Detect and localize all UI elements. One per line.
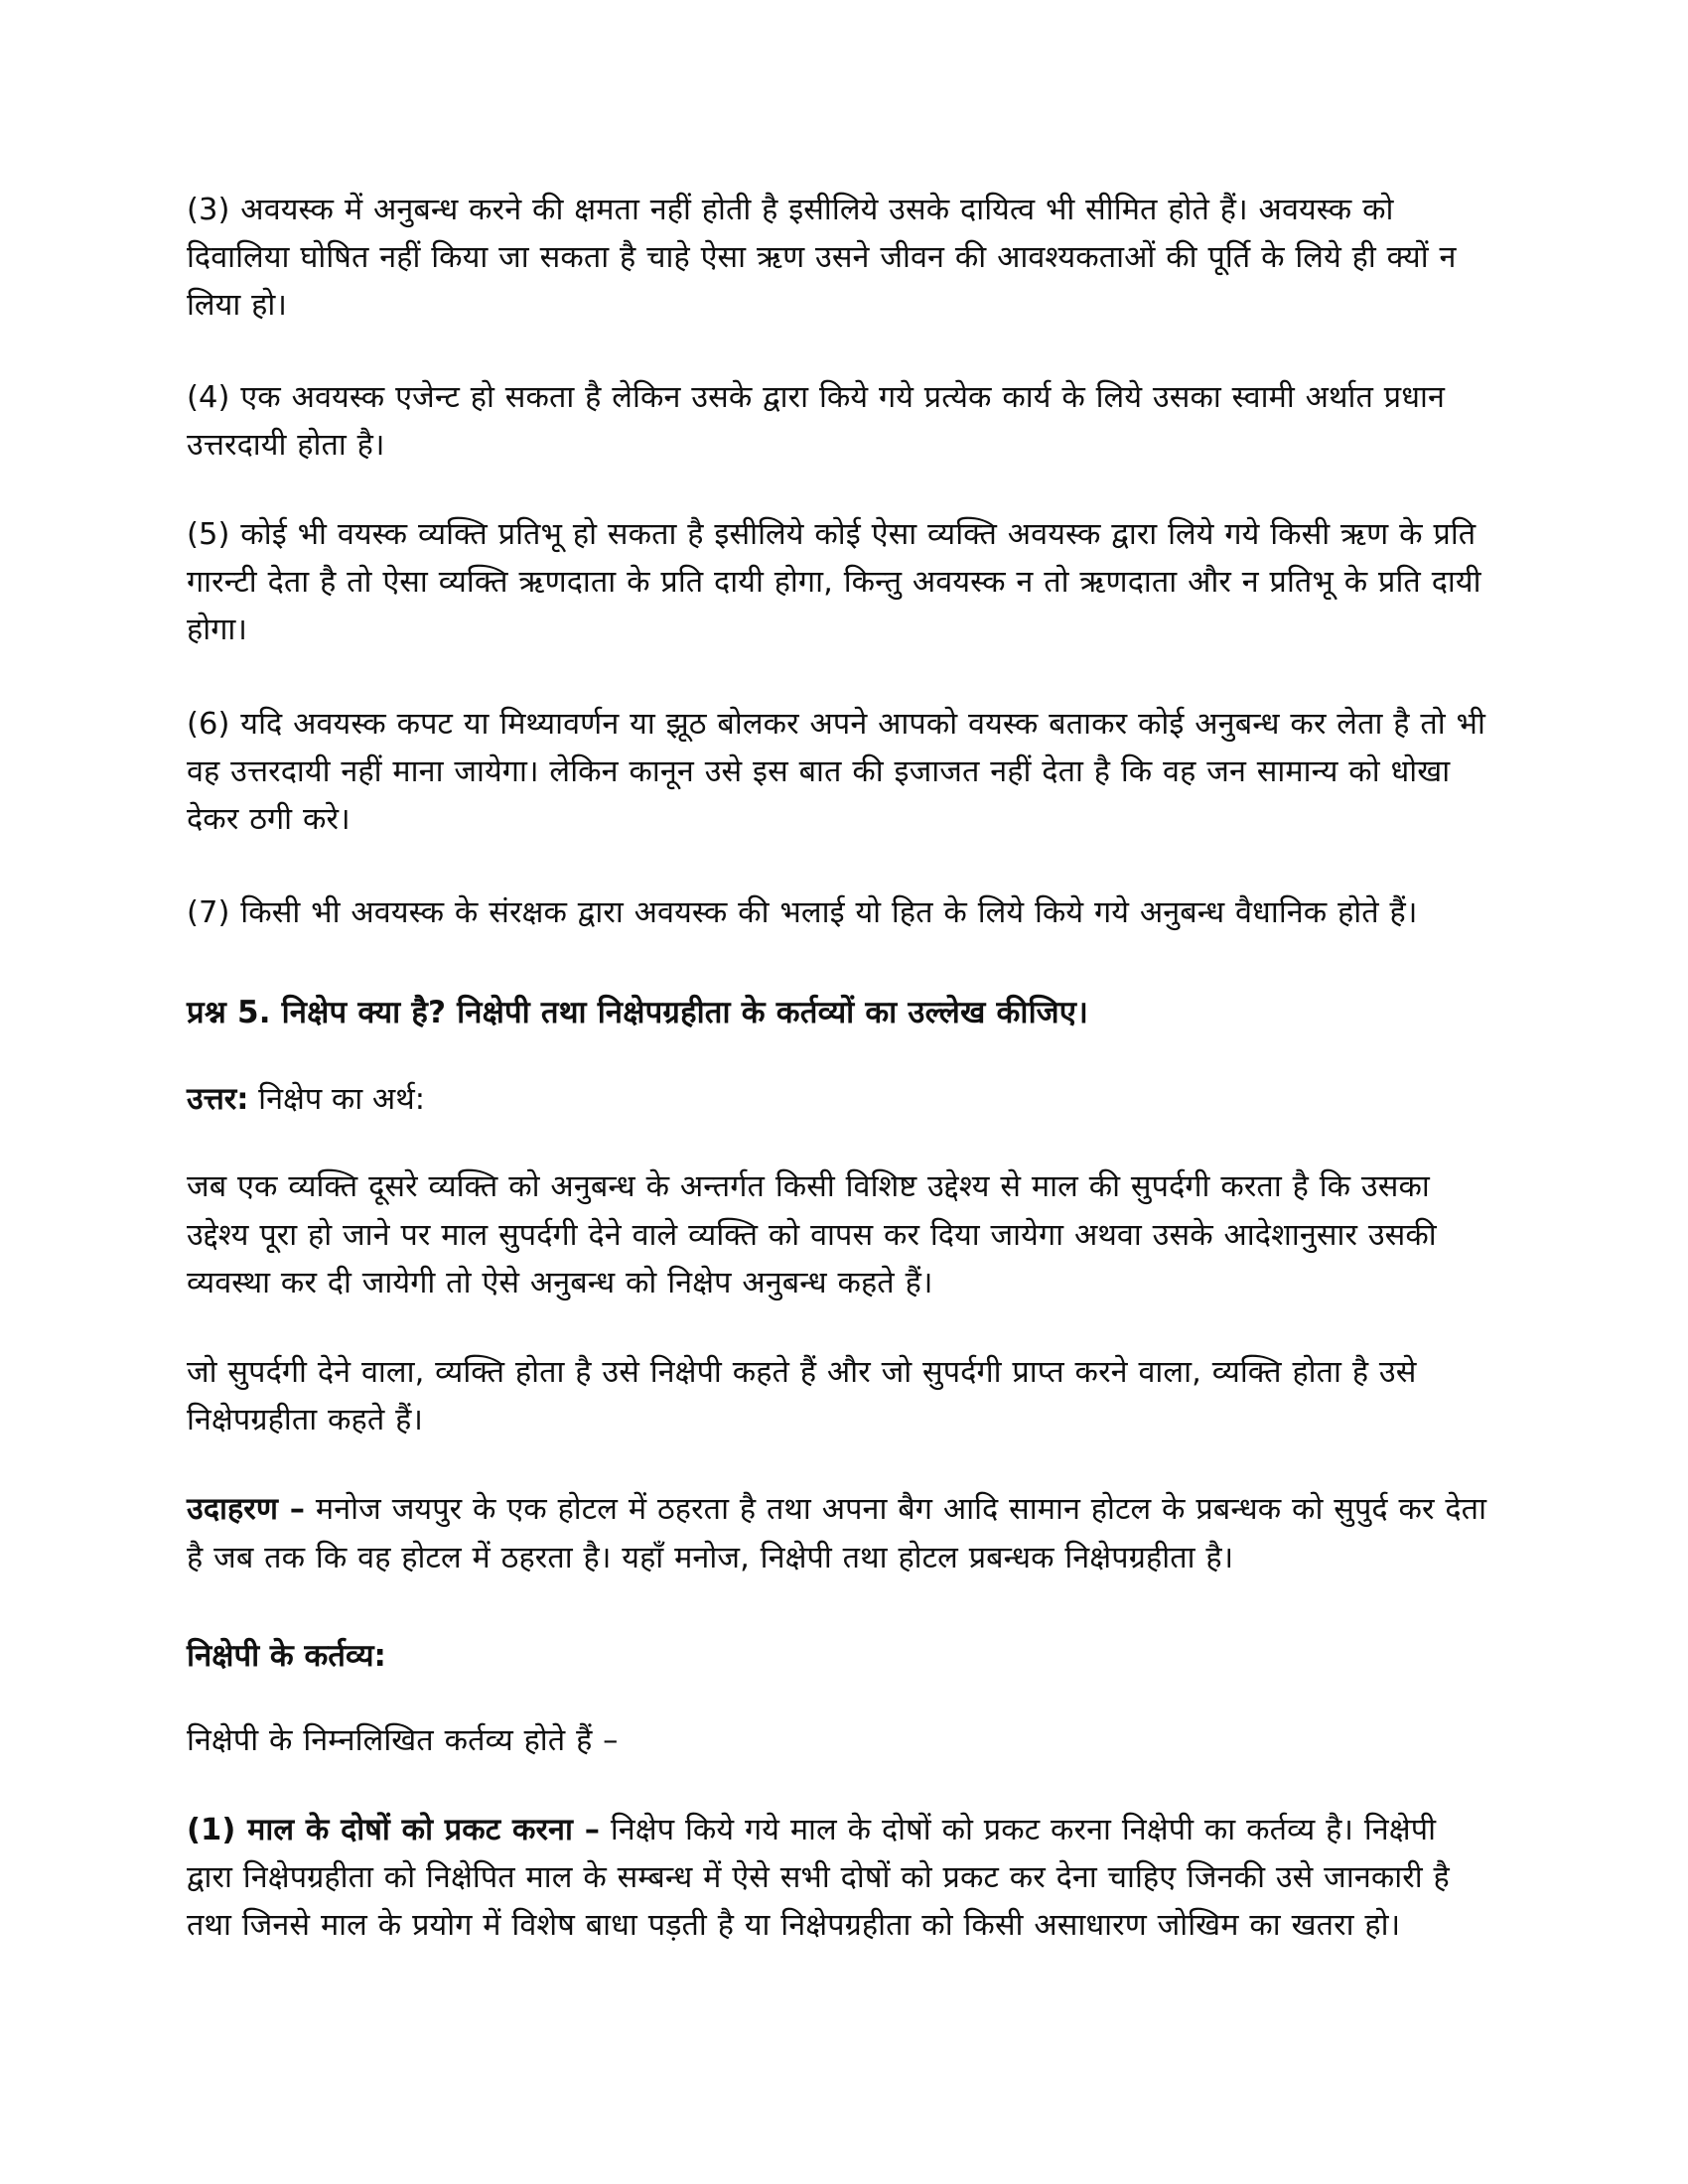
duty-1-text: निक्षेप किये गये माल के दोषों को प्रकट करना निक्षेपी का कर्तव्य है। निक्षेपी द्वारा निक्षेपग्रहीता को निक्षेपित माल के सम्बन्ध में ऐसे सभी दोषों को प्रकट कर देना चाहिए जिनकी उसे जानकारी है तथा जिनसे माल के प्रयोग में विशेष बाधा पड़ती है या निक्षेपग्रहीता को किसी असाधारण जोखिम का खतरा हो। bbox=[187, 1813, 1450, 1944]
answer-intro-line bbox=[187, 1076, 1487, 1124]
duty-1-label: (1) माल के दोषों को प्रकट करना – bbox=[187, 1813, 601, 1848]
paragraph-definition-1: जब एक व्यक्ति दूसरे व्यक्ति को अनुबन्ध के अन्तर्गत किसी विशिष्ट उद्देश्य से माल की सुपर्दगी करता है कि उसका उद्देश्य पूरा हो जाने पर माल सुपर्दगी देने वाले व्यक्ति को वापस कर दिया जायेगा अथवा उसके आदेशानुसार उसकी व्यवस्था कर दी जायेगी तो ऐसे अनुबन्ध को निक्षेप अनुबन्ध कहते हैं। bbox=[187, 1169, 1437, 1300]
paragraph-example bbox=[187, 1486, 1487, 1581]
paragraph-point-6: (6) यदि अवयस्क कपट या मिथ्यावर्णन या झूठ बोलकर अपने आपको वयस्क बताकर कोई अनुबन्ध कर लेता है तो भी वह उत्तरदायी नहीं माना जायेगा। लेकिन कानून उसे इस बात की इजाजत नहीं देता है कि वह जन सामान्य को धोखा देकर ठगी करे। bbox=[187, 706, 1485, 837]
example-text: मनोज जयपुर के एक होटल में ठहरता है तथा अपना बैग आदि सामान होटल के प्रबन्धक को सुपुर्द कर देता है जब तक कि वह होटल में ठहरता है। यहाँ मनोज, निक्षेपी तथा होटल प्रबन्धक निक्षेपग्रहीता है। bbox=[187, 1492, 1487, 1575]
document-body bbox=[187, 187, 1487, 1951]
paragraph-duty-1 bbox=[187, 1807, 1487, 1951]
paragraph-point-7: (7) किसी भी अवयस्क के संरक्षक द्वारा अवयस्क की भलाई यो हित के लिये किये गये अनुबन्ध वैधानिक होते हैं। bbox=[187, 895, 1418, 931]
answer-intro-text: निक्षेप का अर्थ: bbox=[248, 1082, 425, 1118]
example-label: उदाहरण – bbox=[187, 1492, 306, 1528]
paragraph-point-5: (5) कोई भी वयस्क व्यक्ति प्रतिभू हो सकता है इसीलिये कोई ऐसा व्यक्ति अवयस्क द्वारा लिये गये किसी ऋण के प्रति गारन्टी देता है तो ऐसा व्यक्ति ऋणदाता के प्रति दायी होगा, किन्तु अवयस्क न तो ऋणदाता और न प्रतिभू के प्रति दायी होगा। bbox=[187, 516, 1481, 648]
paragraph-definition-2: जो सुपर्दगी देने वाला, व्यक्ति होता है उसे निक्षेपी कहते हैं और जो सुपर्दगी प्राप्त करने वाला, व्यक्ति होता है उसे निक्षेपग्रहीता कहते हैं। bbox=[187, 1355, 1417, 1438]
question-heading-5: प्रश्न 5. निक्षेप क्या है? निक्षेपी तथा निक्षेपग्रहीता के कर्तव्यों का उल्लेख कीजिए। bbox=[187, 995, 1089, 1031]
paragraph-duties-intro: निक्षेपी के निम्नलिखित कर्तव्य होते हैं – bbox=[187, 1722, 619, 1758]
paragraph-point-3: (3) अवयस्क में अनुबन्ध करने की क्षमता नहीं होती है इसीलिये उसके दायित्व भी सीमित होते हैं। अवयस्क को दिवालिया घोषित नहीं किया जा सकता है चाहे ऐसा ऋण उसने जीवन की आवश्यकताओं की पूर्ति के लिये ही क्यों न लिया हो। bbox=[187, 193, 1457, 324]
answer-label: उत्तर: bbox=[187, 1082, 249, 1118]
duties-heading: निक्षेपी के कर्तव्य: bbox=[187, 1637, 386, 1674]
paragraph-point-4: (4) एक अवयस्क एजेन्ट हो सकता है लेकिन उसके द्वारा किये गये प्रत्येक कार्य के लिये उसका स्वामी अर्थात प्रधान उत्तरदायी होता है। bbox=[187, 379, 1446, 463]
